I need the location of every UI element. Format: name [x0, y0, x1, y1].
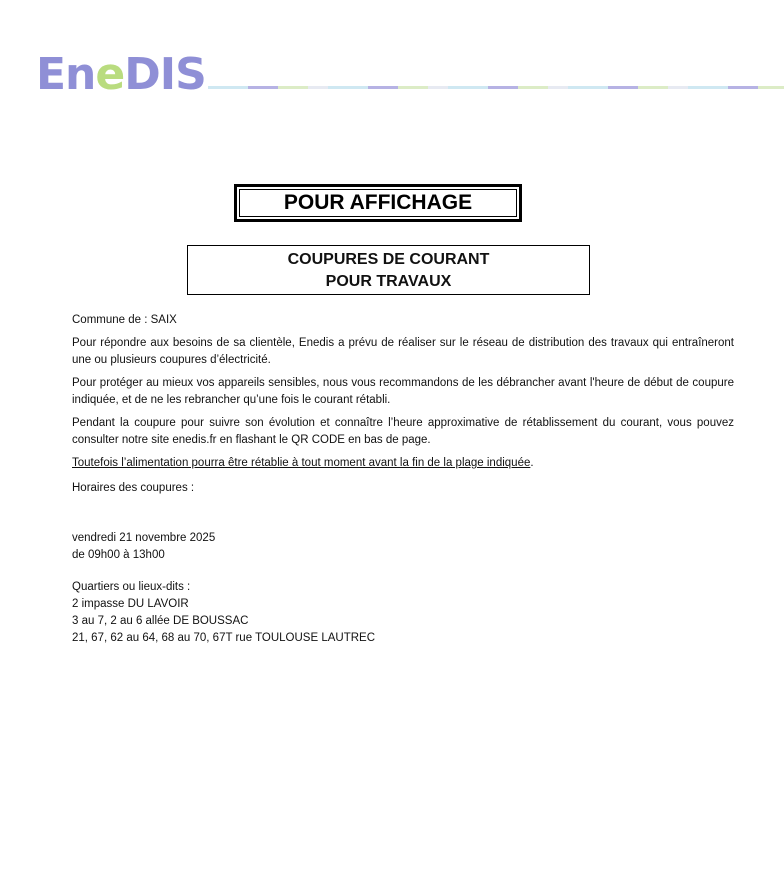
logo-part3: DIS — [124, 49, 206, 100]
coupure-hours: de 09h00 à 13h00 — [72, 549, 165, 561]
title-box — [234, 184, 522, 222]
page-title: POUR AFFICHAGE — [239, 189, 517, 217]
logo-part2: e — [95, 49, 125, 100]
enedis-logo-text — [36, 49, 206, 100]
subtitle-box — [187, 245, 590, 295]
paragraph-suivi: Pendant la coupure pour suivre son évolution et connaître l’heure approximative de rétablissement du courant, vous pouvez consulter notre site enedis.fr en flashant le QR CODE en bas de page. — [72, 417, 734, 446]
quartier-item: 3 au 7, 2 au 6 allée DE BOUSSAC — [72, 615, 249, 627]
enedis-logo — [36, 49, 206, 100]
header-divider — [208, 86, 784, 89]
paragraph-retablissement — [72, 455, 734, 472]
coupure-date: vendredi 21 novembre 2025 — [72, 532, 216, 544]
retablissement-period: . — [530, 457, 534, 469]
quartiers-section — [72, 579, 734, 647]
subtitle-line-2: POUR TRAVAUX — [325, 273, 452, 290]
notice-body — [72, 312, 734, 503]
paragraph-besoins: Pour répondre aux besoins de sa clientèle, Enedis a prévu de réaliser sur le réseau de distribution des travaux qui entraîneront une ou plusieurs coupures d’électricité. — [72, 337, 734, 366]
commune-label: Commune de : SAIX — [72, 314, 177, 326]
logo-part1: En — [36, 49, 96, 100]
quartiers-label: Quartiers ou lieux-dits : — [72, 581, 191, 593]
quartier-item: 21, 67, 62 au 64, 68 au 70, 67T rue TOULOUSE LAUTREC — [72, 632, 376, 644]
paragraph-protection: Pour protéger au mieux vos appareils sensibles, nous vous recommandons de les débrancher avant l'heure de début de coupure indiquée, et de ne les rebrancher qu’une fois le courant rétabli. — [72, 377, 734, 406]
subtitle-line-1: COUPURES DE COURANT — [287, 251, 490, 268]
quartier-item: 2 impasse DU LAVOIR — [72, 598, 189, 610]
coupure-schedule — [72, 530, 734, 564]
horaires-label: Horaires des coupures : — [72, 482, 195, 494]
retablissement-underlined: Toutefois l’alimentation pourra être rétablie à tout moment avant la fin de la plage indiquée — [72, 457, 531, 469]
